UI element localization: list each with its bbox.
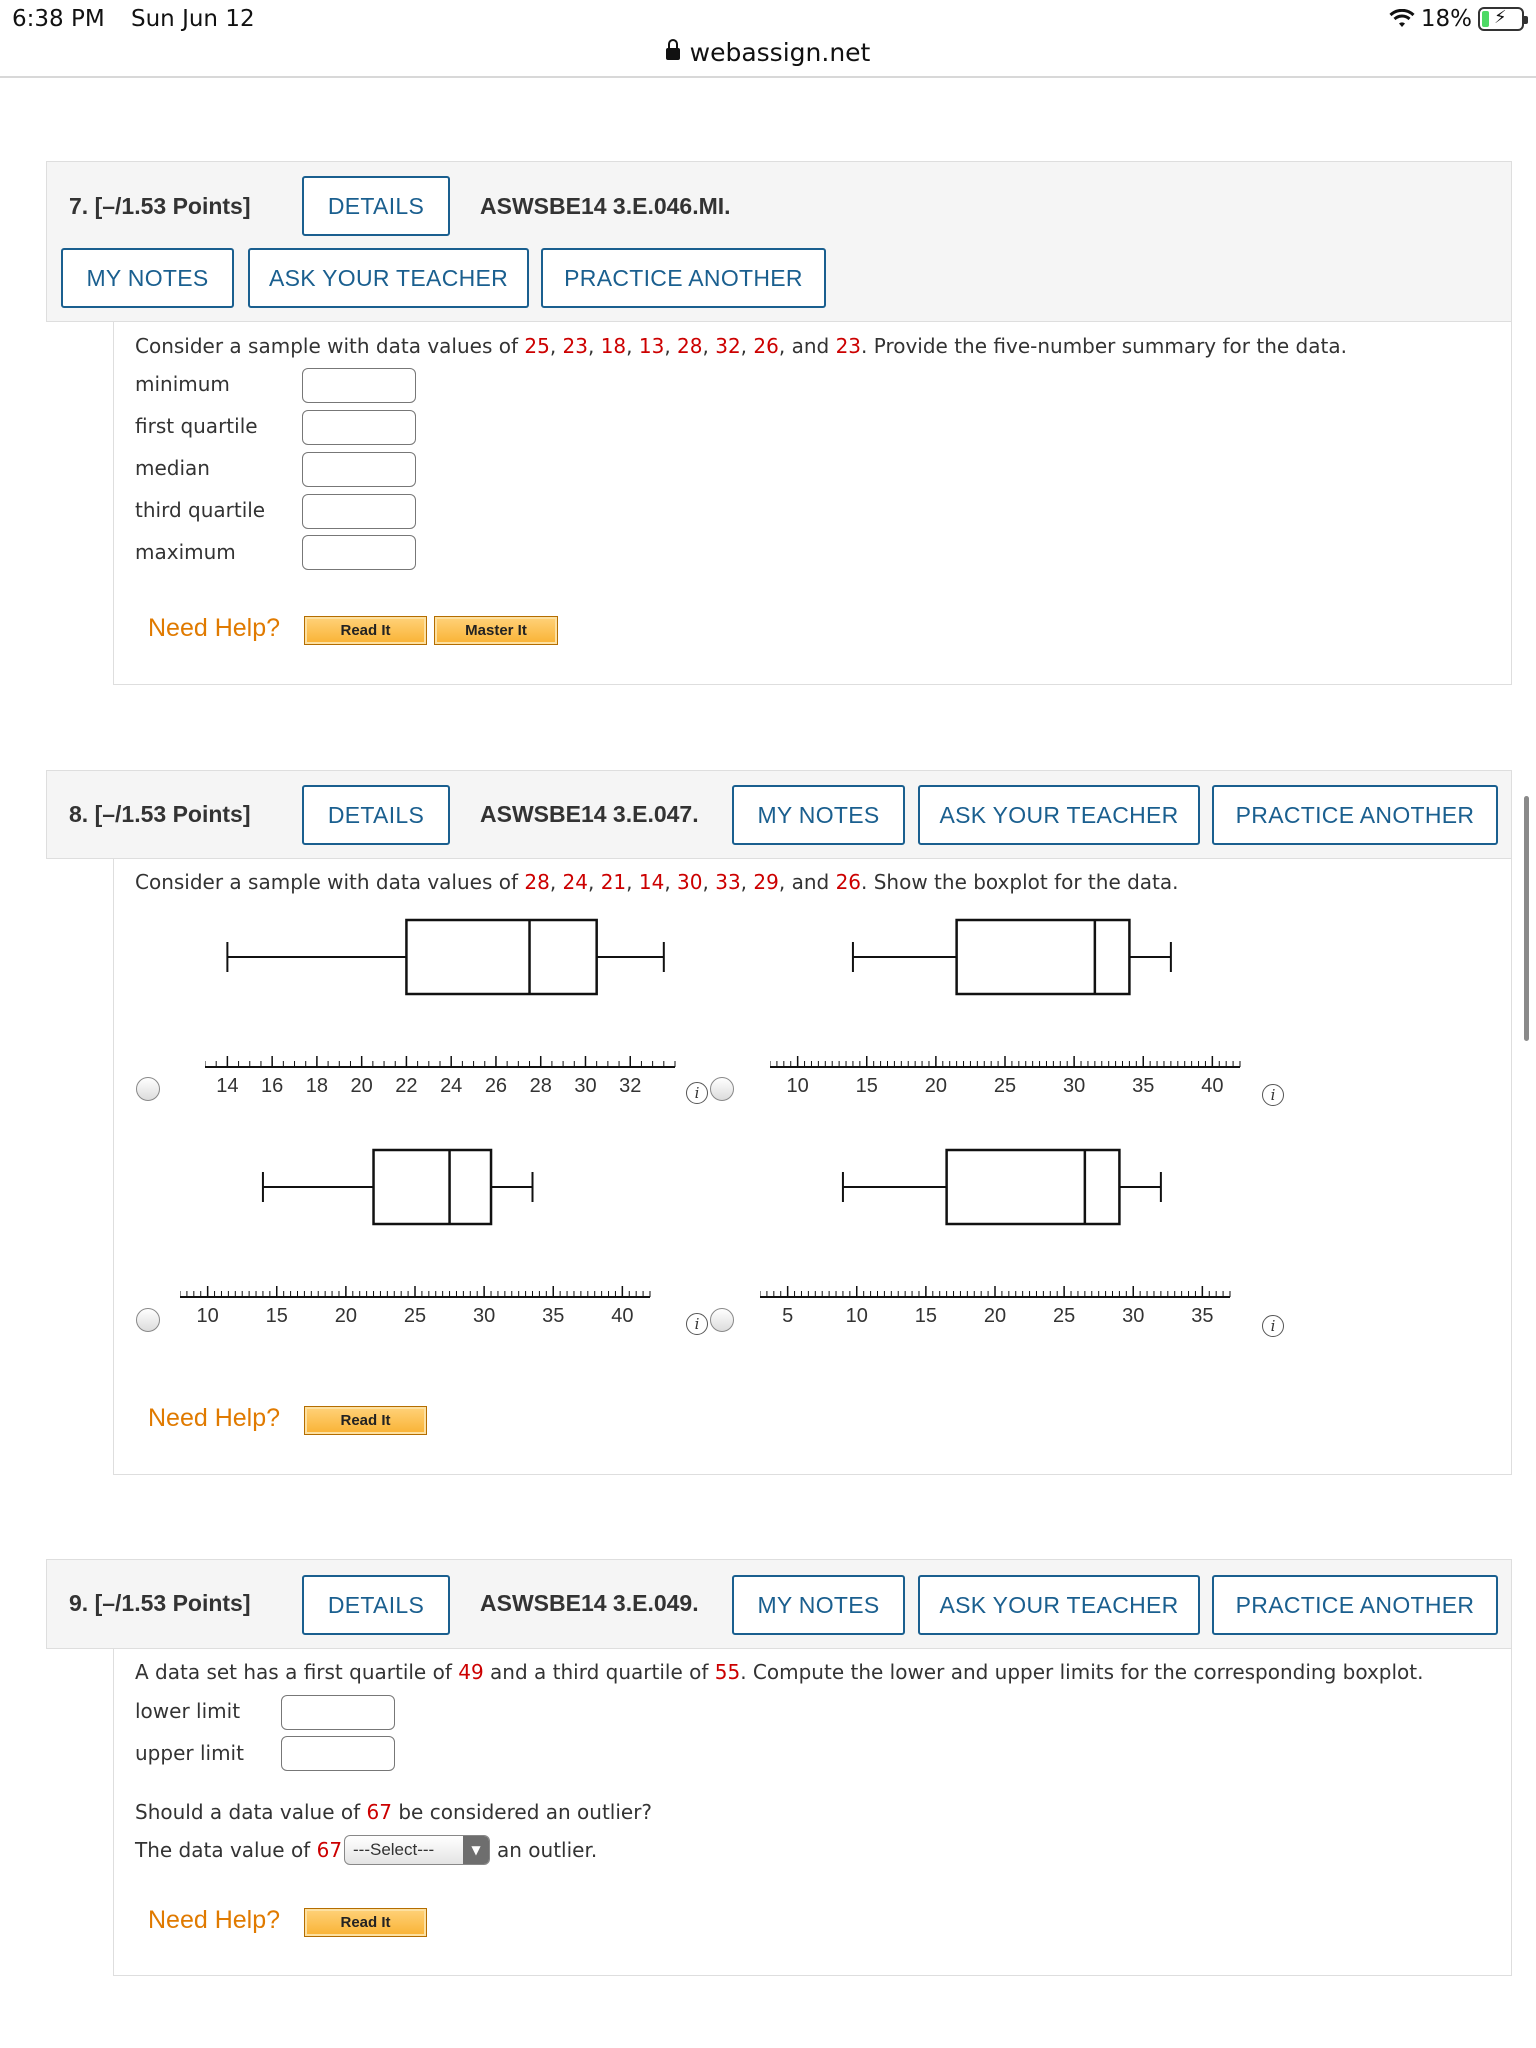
q7-prompt: Consider a sample with data values of 25, 23, 18, 13, 28, 32, 26, and 23. Provide the five-number summary for the data. <box>135 334 1347 358</box>
status-indicators <box>1389 6 1524 32</box>
battery-level <box>1482 11 1489 27</box>
q8-option-d-radio[interactable] <box>710 1308 734 1332</box>
tick-label: 35 <box>542 1305 565 1327</box>
tick-label: 15 <box>855 1075 878 1097</box>
q8-option-c-radio[interactable] <box>136 1308 160 1332</box>
tick-label: 35 <box>1191 1305 1214 1327</box>
tick-label: 14 <box>216 1075 239 1097</box>
q7-minimum-label: minimum <box>135 372 230 396</box>
q7-need-help: Need Help? <box>148 614 281 642</box>
tick-label: 22 <box>395 1075 418 1097</box>
q7-practice-another-button[interactable]: PRACTICE ANOTHER <box>541 248 826 308</box>
tick-label: 15 <box>265 1305 288 1327</box>
q7-ask-teacher-button[interactable]: ASK YOUR TEACHER <box>248 248 529 308</box>
q9-my-notes-button[interactable]: MY NOTES <box>732 1575 905 1635</box>
q8-my-notes-button[interactable]: MY NOTES <box>732 785 905 845</box>
q9-prompt: A data set has a first quartile of 49 and a third quartile of 55. Compute the lower and upper limits for the corresponding boxplot. <box>135 1660 1424 1684</box>
tick-label: 10 <box>845 1305 868 1327</box>
q9-code: ASWSBE14 3.E.049. <box>480 1590 699 1616</box>
tick-label: 28 <box>529 1075 552 1097</box>
charging-bolt-icon: ⚡ <box>1494 7 1507 28</box>
tick-label: 15 <box>914 1305 938 1327</box>
status-date: Sun Jun 12 <box>131 6 255 32</box>
q8-option-b-info-icon[interactable]: i <box>1262 1084 1284 1106</box>
tick-label: 24 <box>440 1075 463 1097</box>
status-bar <box>0 0 1536 78</box>
q9-lower-limit-label: lower limit <box>135 1699 241 1723</box>
status-time: 6:38 PM <box>12 6 105 32</box>
q8-need-help: Need Help? <box>148 1404 281 1432</box>
tick-label: 35 <box>1132 1075 1155 1097</box>
tick-label: 40 <box>1201 1075 1224 1097</box>
q7-median-input[interactable] <box>302 452 416 487</box>
tick-label: 20 <box>350 1075 373 1097</box>
iqr-box <box>957 920 1130 994</box>
q8-boxplot-c <box>180 1130 660 1330</box>
q9-upper-limit-label: upper limit <box>135 1741 244 1765</box>
q8-option-a-info-icon[interactable]: i <box>686 1082 708 1104</box>
tick-label: 30 <box>574 1075 597 1097</box>
q7-details-button[interactable]: DETAILS <box>302 176 450 236</box>
iqr-box <box>374 1150 492 1224</box>
tick-label: 30 <box>1122 1305 1145 1327</box>
q7-third-quartile-label: third quartile <box>135 498 266 522</box>
address-bar[interactable] <box>0 38 1536 67</box>
q9-outlier-statement: The data value of 67 <box>135 1838 343 1862</box>
q7-my-notes-button[interactable]: MY NOTES <box>61 248 234 308</box>
tick-label: 25 <box>993 1075 1017 1097</box>
q8-option-a-radio[interactable] <box>136 1077 160 1101</box>
q8-ask-teacher-button[interactable]: ASK YOUR TEACHER <box>918 785 1200 845</box>
tick-label: 10 <box>786 1075 809 1097</box>
iqr-box <box>406 920 596 994</box>
q7-minimum-input[interactable] <box>302 368 416 403</box>
lock-icon <box>666 48 680 60</box>
q9-ask-teacher-button[interactable]: ASK YOUR TEACHER <box>918 1575 1200 1635</box>
tick-label: 5 <box>782 1305 794 1327</box>
tick-label: 30 <box>472 1305 496 1327</box>
q9-outlier-suffix: an outlier. <box>497 1838 598 1862</box>
q9-need-help: Need Help? <box>148 1906 281 1934</box>
q9-select-value: ---Select--- <box>353 1840 435 1859</box>
q7-first-quartile-label: first quartile <box>135 414 258 438</box>
q9-upper-limit-input[interactable] <box>281 1736 395 1771</box>
q9-lower-limit-input[interactable] <box>281 1695 395 1730</box>
q9-read-it-button[interactable]: Read It <box>304 1908 427 1937</box>
q7-master-it-button[interactable]: Master It <box>434 616 558 645</box>
tick-label: 30 <box>1062 1075 1086 1097</box>
q8-option-d-info-icon[interactable]: i <box>1262 1315 1284 1337</box>
q7-read-it-button[interactable]: Read It <box>304 616 427 645</box>
page-scrollbar[interactable] <box>1524 796 1529 1041</box>
iqr-box <box>947 1150 1120 1224</box>
q9-outlier-question: Should a data value of 67 be considered an outlier? <box>135 1800 653 1824</box>
q9-details-button[interactable]: DETAILS <box>302 1575 450 1635</box>
q7-number: 7. [–/1.53 Points] <box>69 193 251 219</box>
tick-label: 16 <box>261 1075 284 1097</box>
q8-boxplot-b <box>770 900 1250 1100</box>
tick-label: 10 <box>196 1305 219 1327</box>
tick-label: 25 <box>403 1305 427 1327</box>
q8-read-it-button[interactable]: Read It <box>304 1406 427 1435</box>
q7-code: ASWSBE14 3.E.046.MI. <box>480 193 731 219</box>
tick-label: 40 <box>611 1305 634 1327</box>
q7-median-label: median <box>135 456 210 480</box>
q8-boxplot-a <box>205 900 685 1100</box>
q9-outlier-select[interactable] <box>344 1835 490 1865</box>
dropdown-arrow-icon: ▼ <box>463 1836 489 1864</box>
q9-practice-another-button[interactable]: PRACTICE ANOTHER <box>1212 1575 1498 1635</box>
q7-third-quartile-input[interactable] <box>302 494 416 529</box>
q8-prompt: Consider a sample with data values of 28, 24, 21, 14, 30, 33, 29, and 26. Show the boxplot for the data. <box>135 870 1179 894</box>
q8-boxplot-d <box>760 1130 1240 1330</box>
q7-maximum-label: maximum <box>135 540 236 564</box>
battery-percent: 18% <box>1420 6 1472 32</box>
tick-label: 25 <box>1052 1305 1076 1327</box>
tick-label: 20 <box>924 1075 948 1097</box>
q8-practice-another-button[interactable]: PRACTICE ANOTHER <box>1212 785 1498 845</box>
tick-label: 32 <box>619 1075 642 1097</box>
tick-label: 26 <box>484 1075 508 1097</box>
tick-label: 20 <box>983 1305 1007 1327</box>
q8-number: 8. [–/1.53 Points] <box>69 801 251 827</box>
q7-first-quartile-input[interactable] <box>302 410 416 445</box>
q8-code: ASWSBE14 3.E.047. <box>480 801 699 827</box>
tick-label: 18 <box>305 1075 329 1097</box>
tick-label: 20 <box>334 1305 358 1327</box>
q8-details-button[interactable]: DETAILS <box>302 785 450 845</box>
q8-option-c-info-icon[interactable]: i <box>686 1313 708 1335</box>
url-text: webassign.net <box>689 38 871 67</box>
wifi-icon <box>1389 9 1415 29</box>
q7-maximum-input[interactable] <box>302 535 416 570</box>
q9-number: 9. [–/1.53 Points] <box>69 1590 251 1616</box>
battery-icon <box>1478 7 1524 31</box>
q8-option-b-radio[interactable] <box>710 1077 734 1101</box>
